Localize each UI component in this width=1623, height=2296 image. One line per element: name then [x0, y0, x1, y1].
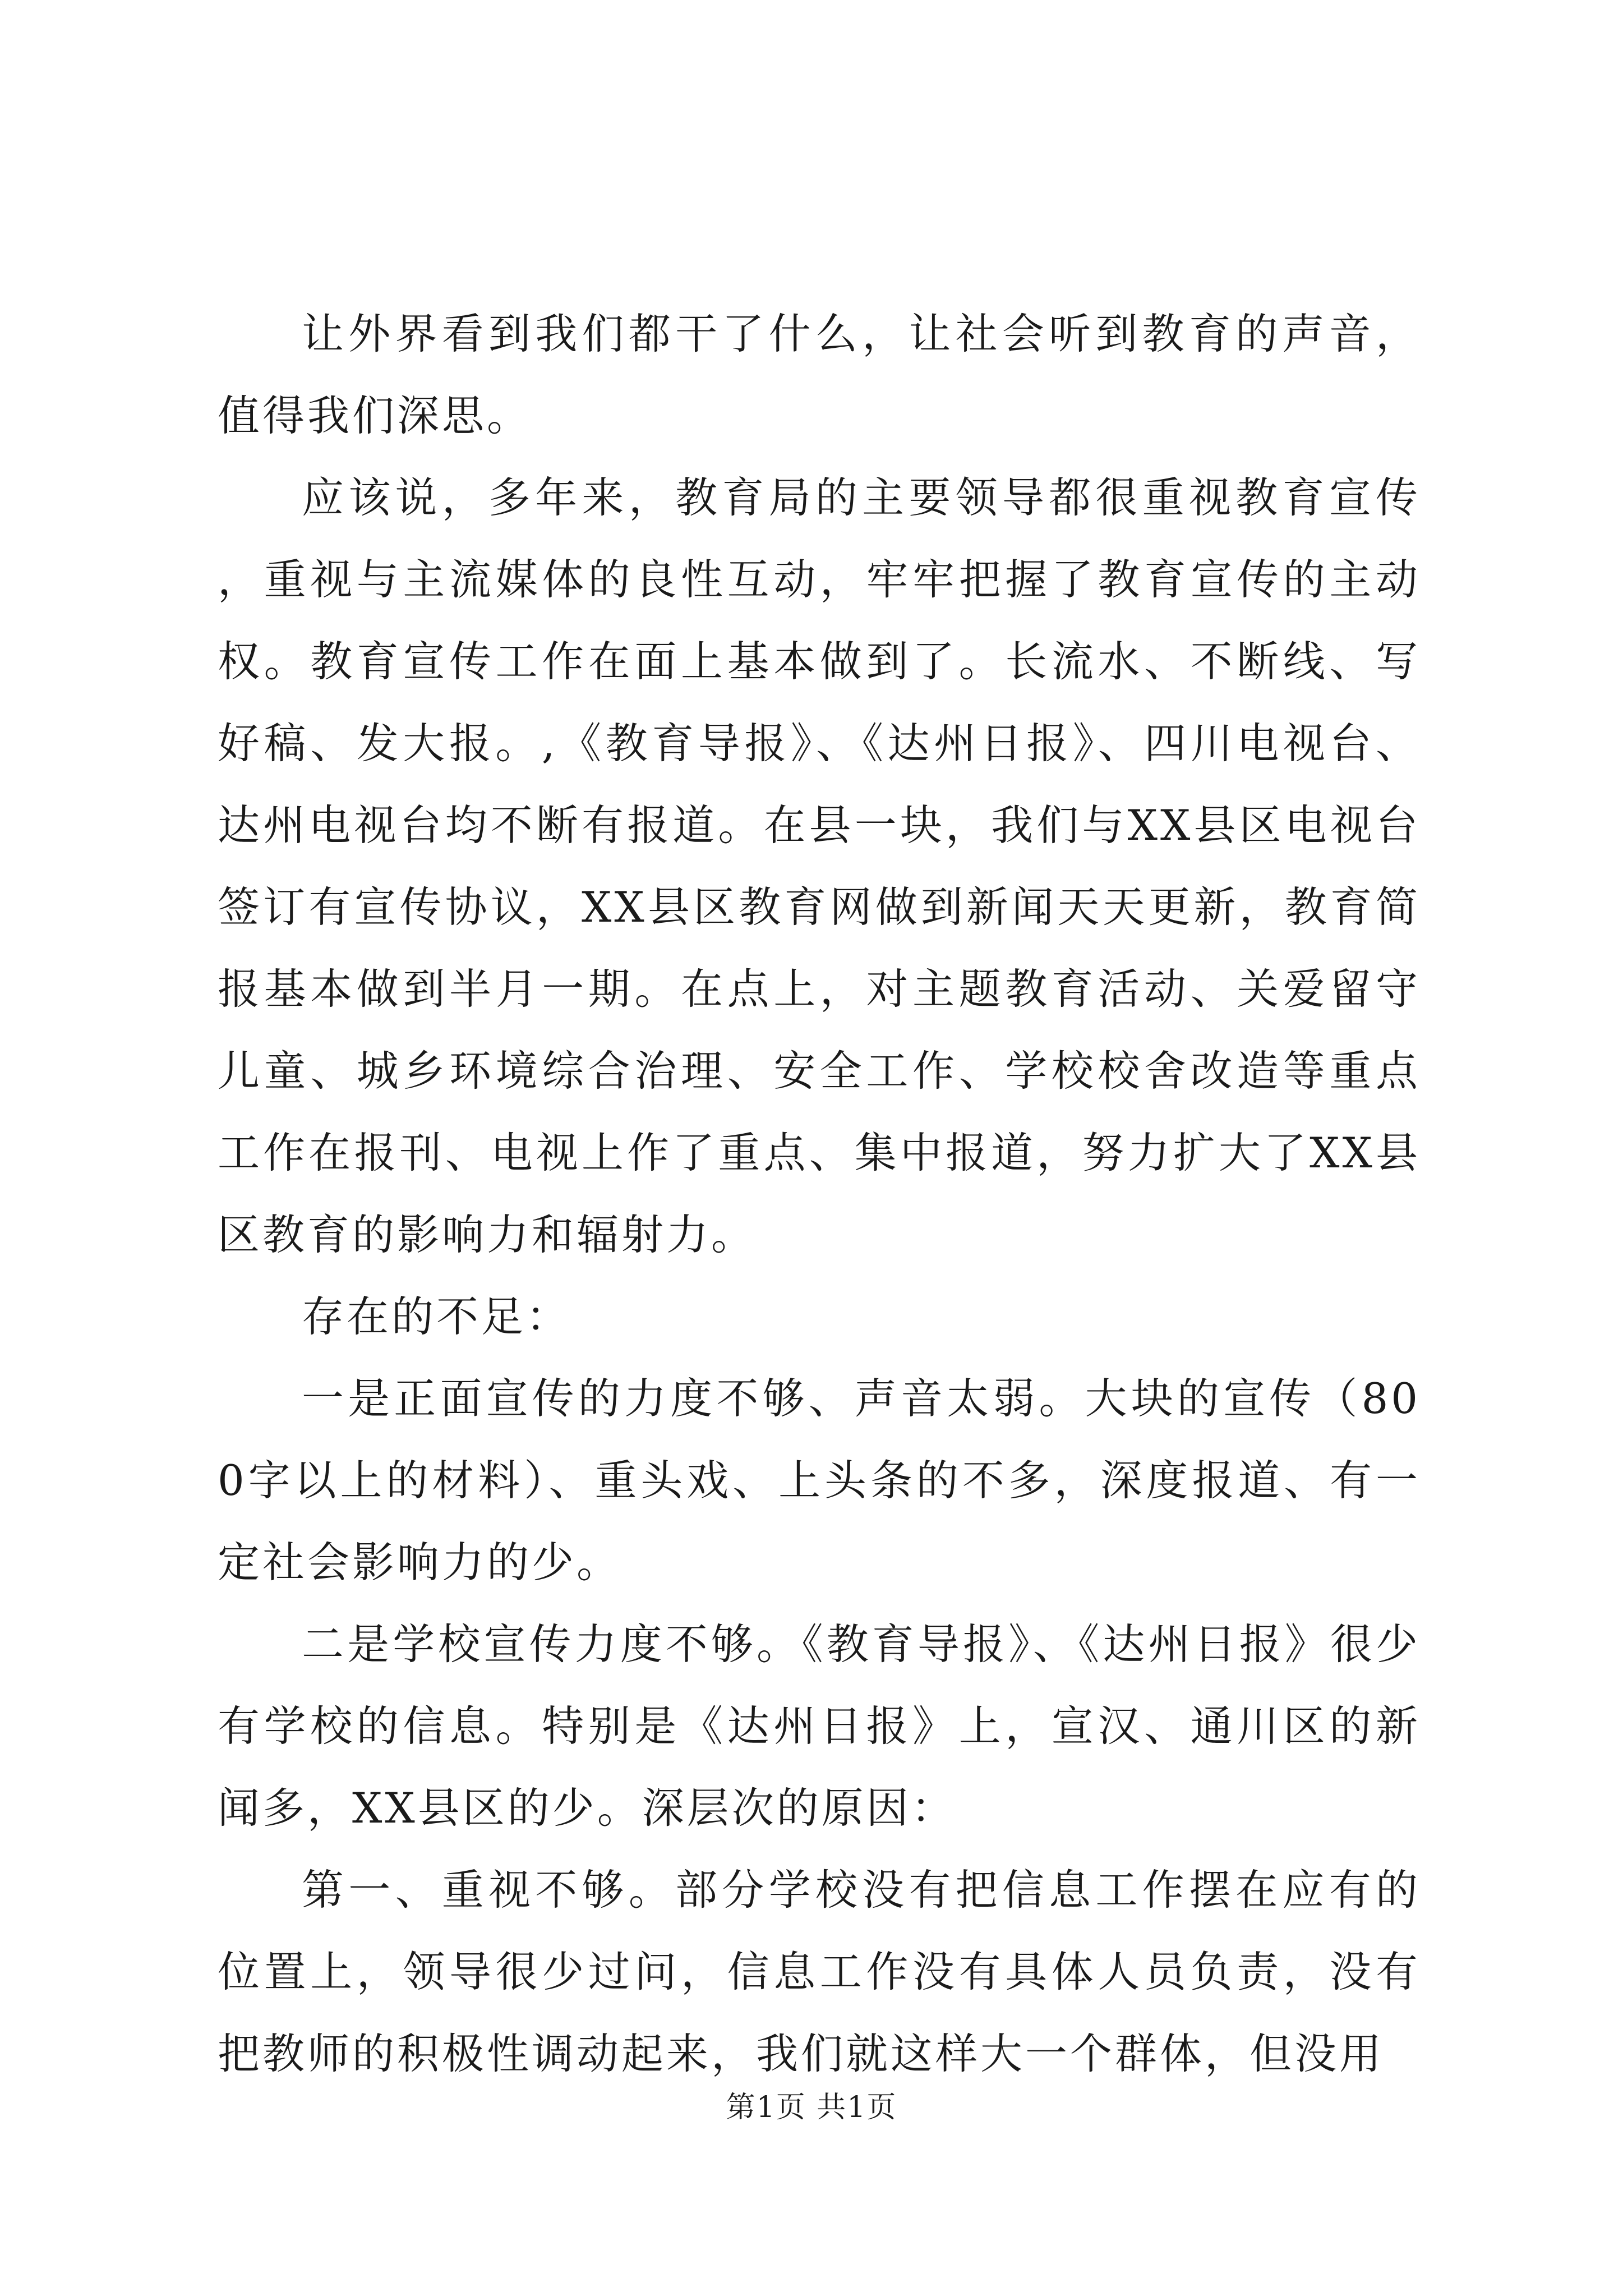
paragraph-2: 应该说，多年来，教育局的主要领导都很重视教育宣传，重视与主流媒体的良性互动，牢牢把握了教育宣传的主动权。教育宣传工作在面上基本做到了。长流水、不断线、写好稿、发大报。,《教育导报》、《达州日报》、四川电视台、达州电视台均不断有报道。在县一块，我们与XX县区电视台签订有宣传协议，XX县区教育网做到新闻天天更新，教育简报基本做到半月一期。在点上，对主题教育活动、关爱留守儿童、城乡环境综合治理、安全工作、学校校舍改造等重点工作在报刊、电视上作了重点、集中报道，努力扩大了XX县区教育的影响力和辐射力。: [218, 473, 1421, 1259]
paragraph-3: 存在的不足：: [302, 1292, 571, 1341]
paragraph-5: 二是学校宣传力度不够。《教育导报》、《达州日报》很少有学校的信息。特别是《达州日报》上，宣汉、通川区的新闻多，XX县区的少。深层次的原因：: [218, 1619, 1421, 1833]
document-body: [218, 293, 1421, 2095]
page-footer: 第1页 共1页: [726, 2091, 897, 2124]
paragraph-1: 让外界看到我们都干了什么，让社会听到教育的声音，值得我们深思。: [218, 309, 1421, 440]
paragraph-4: 一是正面宣传的力度不够、声音太弱。大块的宣传（800字以上的材料）、重头戏、上头条的不多，深度报道、有一定社会影响力的少。: [218, 1374, 1421, 1587]
paragraph-6: 第一、重视不够。部分学校没有把信息工作摆在应有的位置上，领导很少过问，信息工作没有具体人员负责，没有把教师的积极性调动起来，我们就这样大一个群体，但没用: [218, 1865, 1421, 2078]
